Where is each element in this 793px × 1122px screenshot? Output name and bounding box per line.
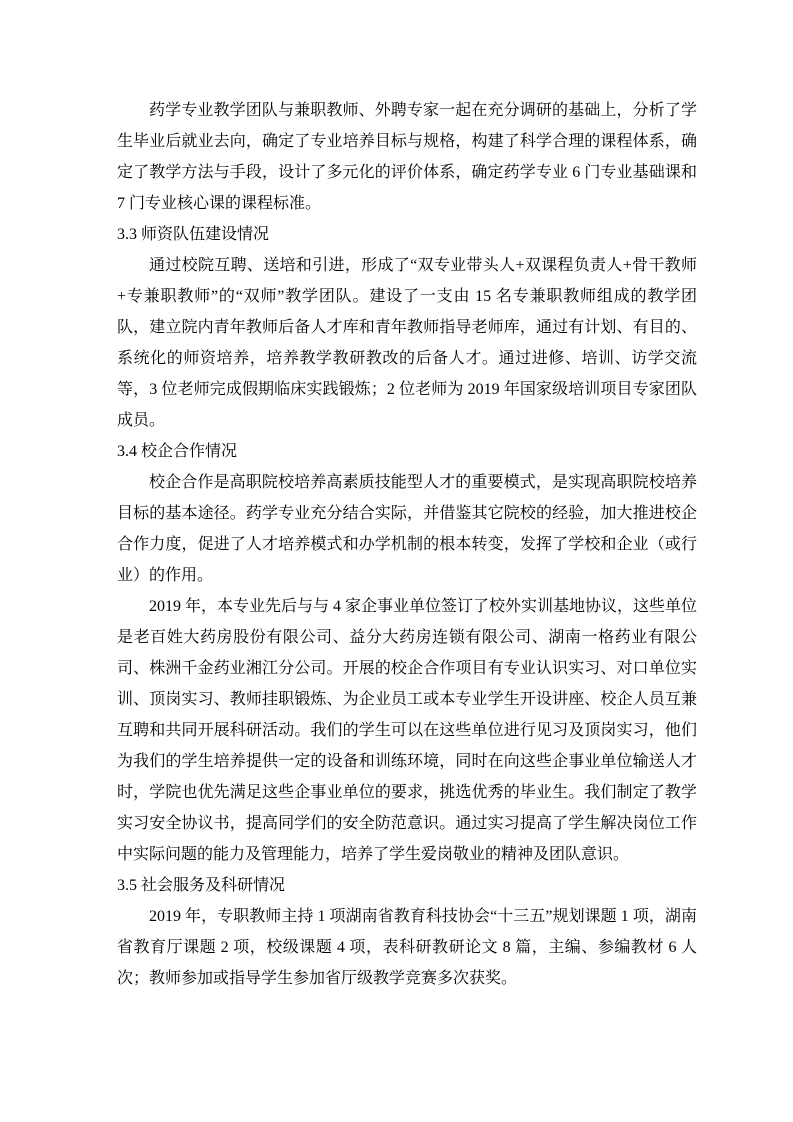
- paragraph-3-5-service: 2019 年，专职教师主持 1 项湖南省教育科技协会“十三五”规划课题 1 项，湖南省教育厅课题 2 项，校级课题 4 项，表科研教研论文 8 篇，主编、参编教材 6 人次；教师参加或指导学生参加省厅级教学竞赛多次获奖。: [117, 908, 697, 987]
- paragraph-3-4-cooperation-1: 校企合作是高职院校培养高素质技能型人才的重要模式，是实现高职院校培养目标的基本途径。药学专业充分结合实际，并借鉴其它院校的经验，加大推进校企合作力度，促进了人才培养模式和办学机制的根本转变，发挥了学校和企业（或行业）的作用。: [117, 474, 697, 584]
- heading-3-3-faculty: 3.3 师资队伍建设情况: [117, 226, 270, 243]
- paragraph-3-3-faculty: 通过校院互聘、送培和引进，形成了“双专业带头人+双课程负责人+骨干教师+专兼职教师”的“双师”教学团队。建设了一支由 15 名专兼职教师组成的教学团队，建立院内青年教师后备人才库和青年教师指导老师库，通过有计划、有目的、系统化的师资培养，培养教学教研教改的后备人才。通过进修、培训、访学交流等，3 位老师完成假期临床实践锻炼；2 位老师为 2019 年国家级培训项目专家团队成员。: [117, 257, 697, 429]
- paragraph-curriculum-intro: 药学专业教学团队与兼职教师、外聘专家一起在充分调研的基础上，分析了学生毕业后就业去向，确定了专业培养目标与规格，构建了科学合理的课程体系，确定了教学方法与手段，设计了多元化的评价体系，确定药学专业 6 门专业基础课和 7 门专业核心课的课程标准。: [117, 102, 697, 212]
- heading-3-4-cooperation: 3.4 校企合作情况: [117, 443, 238, 460]
- paragraph-3-4-cooperation-2: 2019 年，本专业先后与与 4 家企事业单位签订了校外实训基地协议，这些单位是老百姓大药房股份有限公司、益分大药房连锁有限公司、湖南一格药业有限公司、株洲千金药业湘江分公司。开展的校企合作项目有专业认识实习、对口单位实训、顶岗实习、教师挂职锻炼、为企业员工或本专业学生开设讲座、校企人员互兼互聘和共同开展科研活动。我们的学生可以在这些单位进行见习及顶岗实习，他们为我们的学生培养提供一定的设备和训练环境，同时在向这些企事业单位输送人才时，学院也优先满足这些企事业单位的要求，挑选优秀的毕业生。我们制定了教学实习安全协议书，提高同学们的安全防范意识。通过实习提高了学生解决岗位工作中实际问题的能力及管理能力，培养了学生爱岗敬业的精神及团队意识。: [117, 598, 698, 863]
- heading-3-5-service: 3.5 社会服务及科研情况: [117, 877, 286, 894]
